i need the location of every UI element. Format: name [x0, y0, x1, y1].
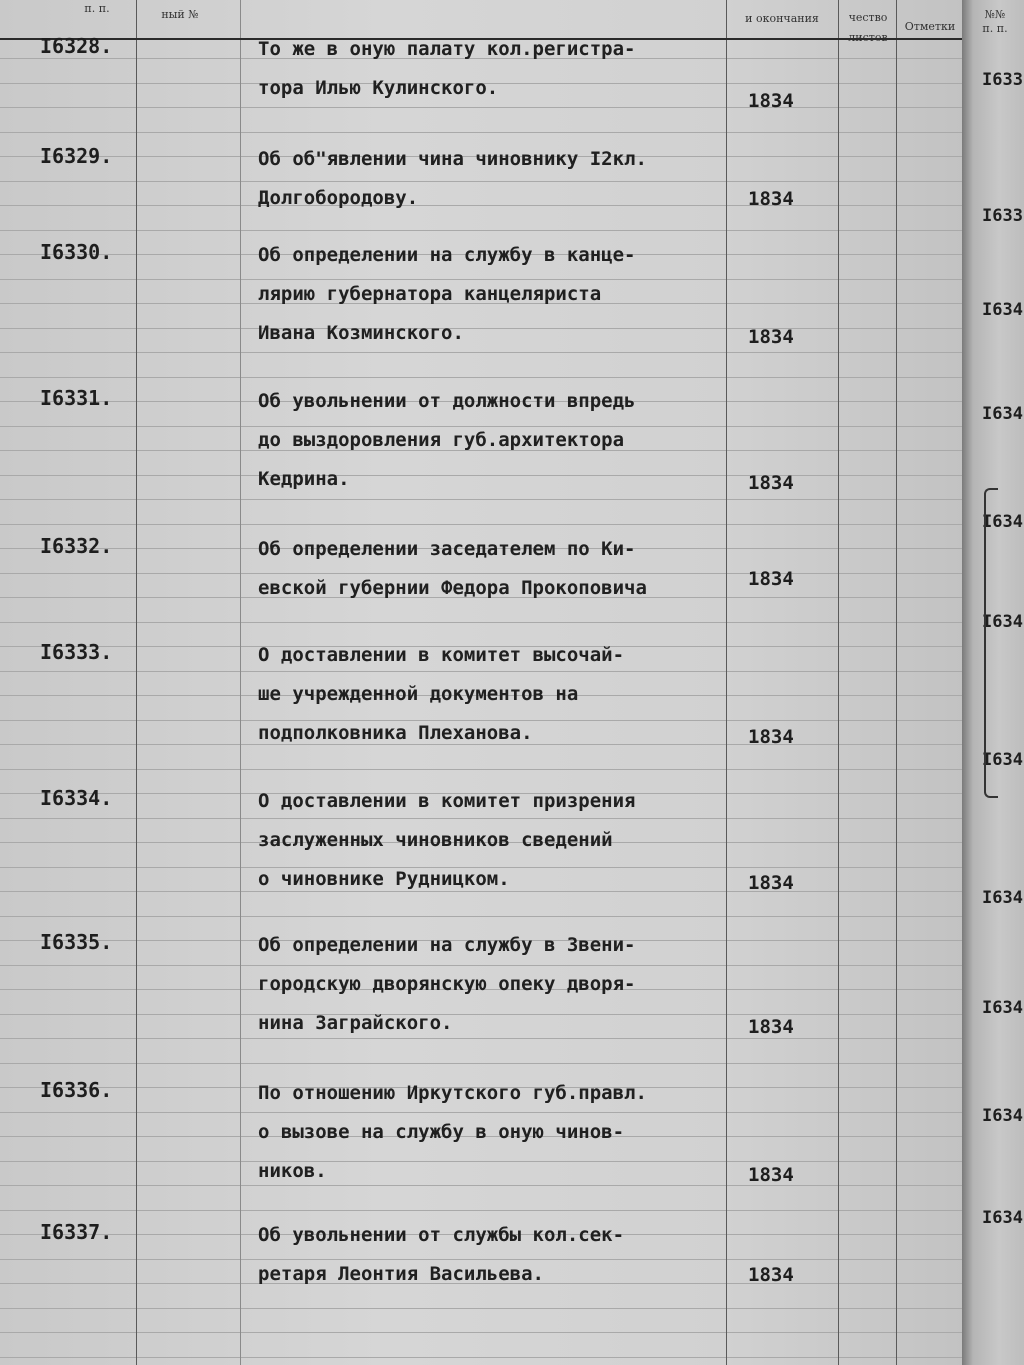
entry-description	[258, 926, 748, 1043]
entry-line: до выздоровления губ.архитектора	[258, 429, 625, 451]
entry-year: 1834	[748, 568, 794, 590]
ruled-line	[0, 132, 968, 133]
bracket-mark	[984, 488, 998, 798]
entry-line: тора Илью Кулинского.	[258, 77, 499, 99]
ruled-line	[0, 524, 968, 525]
entry-number: I6329.	[40, 144, 113, 168]
entry-line: ше учрежденной документов на	[258, 683, 579, 705]
entry-line: Ивана Козминского.	[258, 322, 464, 344]
entry-description	[258, 530, 748, 608]
entry-line: подполковника Плеханова.	[258, 722, 533, 744]
entry-line: Об увольнении от службы кол.сек-	[258, 1224, 625, 1246]
entry-description	[258, 1216, 748, 1294]
entry-number: I6331.	[40, 386, 113, 410]
adjacent-page	[962, 0, 1024, 1365]
entry-year: 1834	[748, 1016, 794, 1038]
entry-number: I6333.	[40, 640, 113, 664]
entry-year: 1834	[748, 326, 794, 348]
column-divider	[136, 0, 137, 1365]
ruled-line	[0, 622, 968, 623]
entry-line: О доставлении в комитет высочай-	[258, 644, 625, 666]
entry-line: Кедрина.	[258, 468, 350, 490]
ruled-line	[0, 1308, 968, 1309]
entry-line: нина Заграйского.	[258, 1012, 453, 1034]
adjacent-entry-number: I634	[982, 1106, 1023, 1126]
entry-line: городскую дворянскую опеку дворя-	[258, 973, 636, 995]
entry-number: I6337.	[40, 1220, 113, 1244]
ruled-line	[0, 1063, 968, 1064]
entry-line: заслуженных чиновников сведений	[258, 829, 613, 851]
entry-year: 1834	[748, 188, 794, 210]
entry-line: То же в оную палату кол.регистра-	[258, 38, 636, 60]
entry-line: О доставлении в комитет призрения	[258, 790, 636, 812]
entry-year: 1834	[748, 1164, 794, 1186]
header-col-notes: Отметки	[904, 20, 956, 33]
ruled-line	[0, 769, 968, 770]
entry-description	[258, 30, 748, 108]
adjacent-entry-number: I634	[982, 888, 1023, 908]
entry-description	[258, 140, 748, 218]
entry-number: I6335.	[40, 930, 113, 954]
column-divider	[240, 0, 241, 1365]
ruled-line	[0, 1357, 968, 1358]
entry-line: евской губернии Федора Прокоповича	[258, 577, 647, 599]
adjacent-entry-number: I634	[982, 612, 1023, 632]
header-col-dates: и окончания	[745, 12, 819, 25]
adjacent-entry-number: I633	[982, 70, 1023, 90]
entry-year: 1834	[748, 90, 794, 112]
adjacent-entry-number: I633	[982, 206, 1023, 226]
entry-line: Об увольнении от должности впредь	[258, 390, 636, 412]
entry-description	[258, 782, 748, 899]
entry-line: о вызове на службу в оную чинов-	[258, 1121, 625, 1143]
adjacent-entry-number: I634	[982, 1208, 1023, 1228]
entry-description	[258, 236, 748, 353]
ruled-line	[0, 1332, 968, 1333]
entry-line: ников.	[258, 1160, 327, 1182]
entry-year: 1834	[748, 1264, 794, 1286]
entry-line: По отношению Иркутского губ.правл.	[258, 1082, 647, 1104]
entry-description	[258, 382, 748, 499]
header-col-sheets: чество	[848, 11, 888, 24]
ruled-line	[0, 230, 968, 231]
entry-line: Об определении на службу в канце-	[258, 244, 636, 266]
entry-description	[258, 1074, 748, 1191]
ruled-line	[0, 499, 968, 500]
entry-number: I6328.	[40, 34, 113, 58]
adjacent-entry-number: I634	[982, 300, 1023, 320]
adjacent-entry-number: I634	[982, 998, 1023, 1018]
entry-number: I6332.	[40, 534, 113, 558]
entry-number: I6330.	[40, 240, 113, 264]
entry-number: I6334.	[40, 786, 113, 810]
ruled-line	[0, 1210, 968, 1211]
entry-description	[258, 636, 748, 753]
entry-year: 1834	[748, 872, 794, 894]
column-divider	[838, 0, 839, 1365]
entry-line: Об об"явлении чина чиновнику I2кл.	[258, 148, 647, 170]
entry-line: Об определении на службу в Звени-	[258, 934, 636, 956]
entry-line: Об определении заседателем по Ки-	[258, 538, 636, 560]
adjacent-entry-number: I634	[982, 404, 1023, 424]
entry-line: Долгобородову.	[258, 187, 419, 209]
adjacent-entry-number: I634	[982, 512, 1023, 532]
ruled-line	[0, 377, 968, 378]
adjacent-header: №№ п. п.	[982, 8, 1008, 35]
entry-year: 1834	[748, 472, 794, 494]
entry-year: 1834	[748, 726, 794, 748]
ruled-line	[0, 916, 968, 917]
entry-number: I6336.	[40, 1078, 113, 1102]
header-col-num: п. п.	[84, 2, 110, 15]
column-divider	[896, 0, 897, 1365]
adjacent-entry-number: I634	[982, 750, 1023, 770]
header-col-id: ный №	[161, 8, 199, 21]
entry-line: лярию губернатора канцеляриста	[258, 283, 602, 305]
entry-line: ретаря Леонтия Васильева.	[258, 1263, 544, 1285]
entry-line: о чиновнике Рудницком.	[258, 868, 510, 890]
